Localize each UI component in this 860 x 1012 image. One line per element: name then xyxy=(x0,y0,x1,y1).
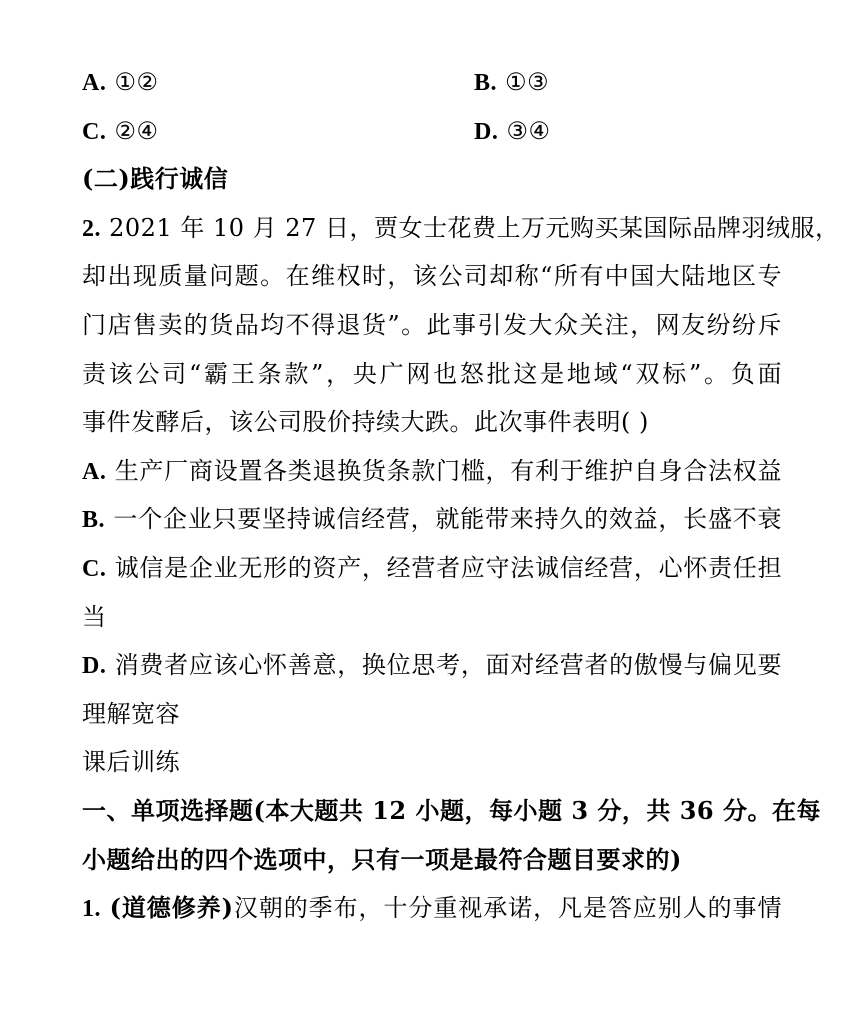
option-text: 诚信是企业无形的资产，经营者应守法诚信经营，心怀责任担 xyxy=(114,553,782,582)
option-letter: C. xyxy=(82,555,107,582)
part-1-heading-line: 小题给出的四个选项中，只有一项是最符合题目要求的) xyxy=(82,844,682,874)
question-number: 2. xyxy=(82,215,101,242)
options-row-cd xyxy=(82,107,782,156)
question-2-option-c-continuation: 当 xyxy=(82,602,107,631)
option-text: ③④ xyxy=(506,116,551,145)
option-c xyxy=(82,107,474,156)
option-text: 消费者应该心怀善意，换位思考，面对经营者的傲慢与偏见要 xyxy=(114,651,782,680)
option-text: ①③ xyxy=(505,68,550,96)
option-b xyxy=(474,58,782,107)
question-2-stem-line: 责该公司“霸王条款”，央广网也怒批这是地域“双标”。负面 xyxy=(82,359,782,388)
question-2-stem-line: 却出现质量问题。在维权时，该公司却称“所有中国大陆地区专 xyxy=(82,262,782,291)
question-number: 1. xyxy=(82,896,101,923)
question-2-option-c xyxy=(82,544,782,593)
option-text: 一个企业只要坚持诚信经营，就能带来持久的效益，长盛不衰 xyxy=(113,505,782,534)
option-letter: D. xyxy=(82,653,107,680)
document-page xyxy=(82,58,840,933)
options-row-ab xyxy=(82,58,782,107)
question-2-stem-line: 事件发酵后，该公司股价持续大跌。此次事件表明( ) xyxy=(82,408,649,437)
option-letter: A. xyxy=(82,458,107,485)
question-2-stem-line xyxy=(82,204,840,253)
option-d xyxy=(474,107,782,156)
section-heading: (二)践行诚信 xyxy=(82,164,229,194)
part-1-heading-line: 一、单项选择题(本大题共 12 小题，每小题 3 分，共 36 分。在每 xyxy=(82,795,821,825)
option-text: ②④ xyxy=(114,116,159,145)
question-2-option-b xyxy=(82,495,782,544)
option-letter: B. xyxy=(474,70,498,96)
question-2-option-d-continuation: 理解宽容 xyxy=(82,699,180,728)
question-2-stem-line: 门店售卖的货品均不得退货”。此事引发大众关注，网友纷纷斥 xyxy=(82,310,782,339)
question-2-option-a xyxy=(82,447,782,496)
question-2-option-d xyxy=(82,641,782,690)
option-text: ①② xyxy=(114,68,159,96)
after-class-title: 课后训练 xyxy=(82,748,180,777)
option-letter: C. xyxy=(82,118,107,145)
option-letter: D. xyxy=(474,118,499,145)
stem-text: 2021 年 10 月 27 日，贾女士花费上万元购买某国际品牌羽绒服， xyxy=(109,213,840,242)
option-a xyxy=(82,58,474,107)
next-question-1 xyxy=(82,884,782,933)
question-text: 汉朝的季布，十分重视承诺，凡是答应别人的事情 xyxy=(233,894,782,923)
option-letter: A. xyxy=(82,70,107,96)
question-tag: (道德修养) xyxy=(109,893,234,923)
option-text: 生产厂商设置各类退换货条款门槛，有利于维护自身合法权益 xyxy=(114,456,782,485)
option-letter: B. xyxy=(82,507,106,534)
